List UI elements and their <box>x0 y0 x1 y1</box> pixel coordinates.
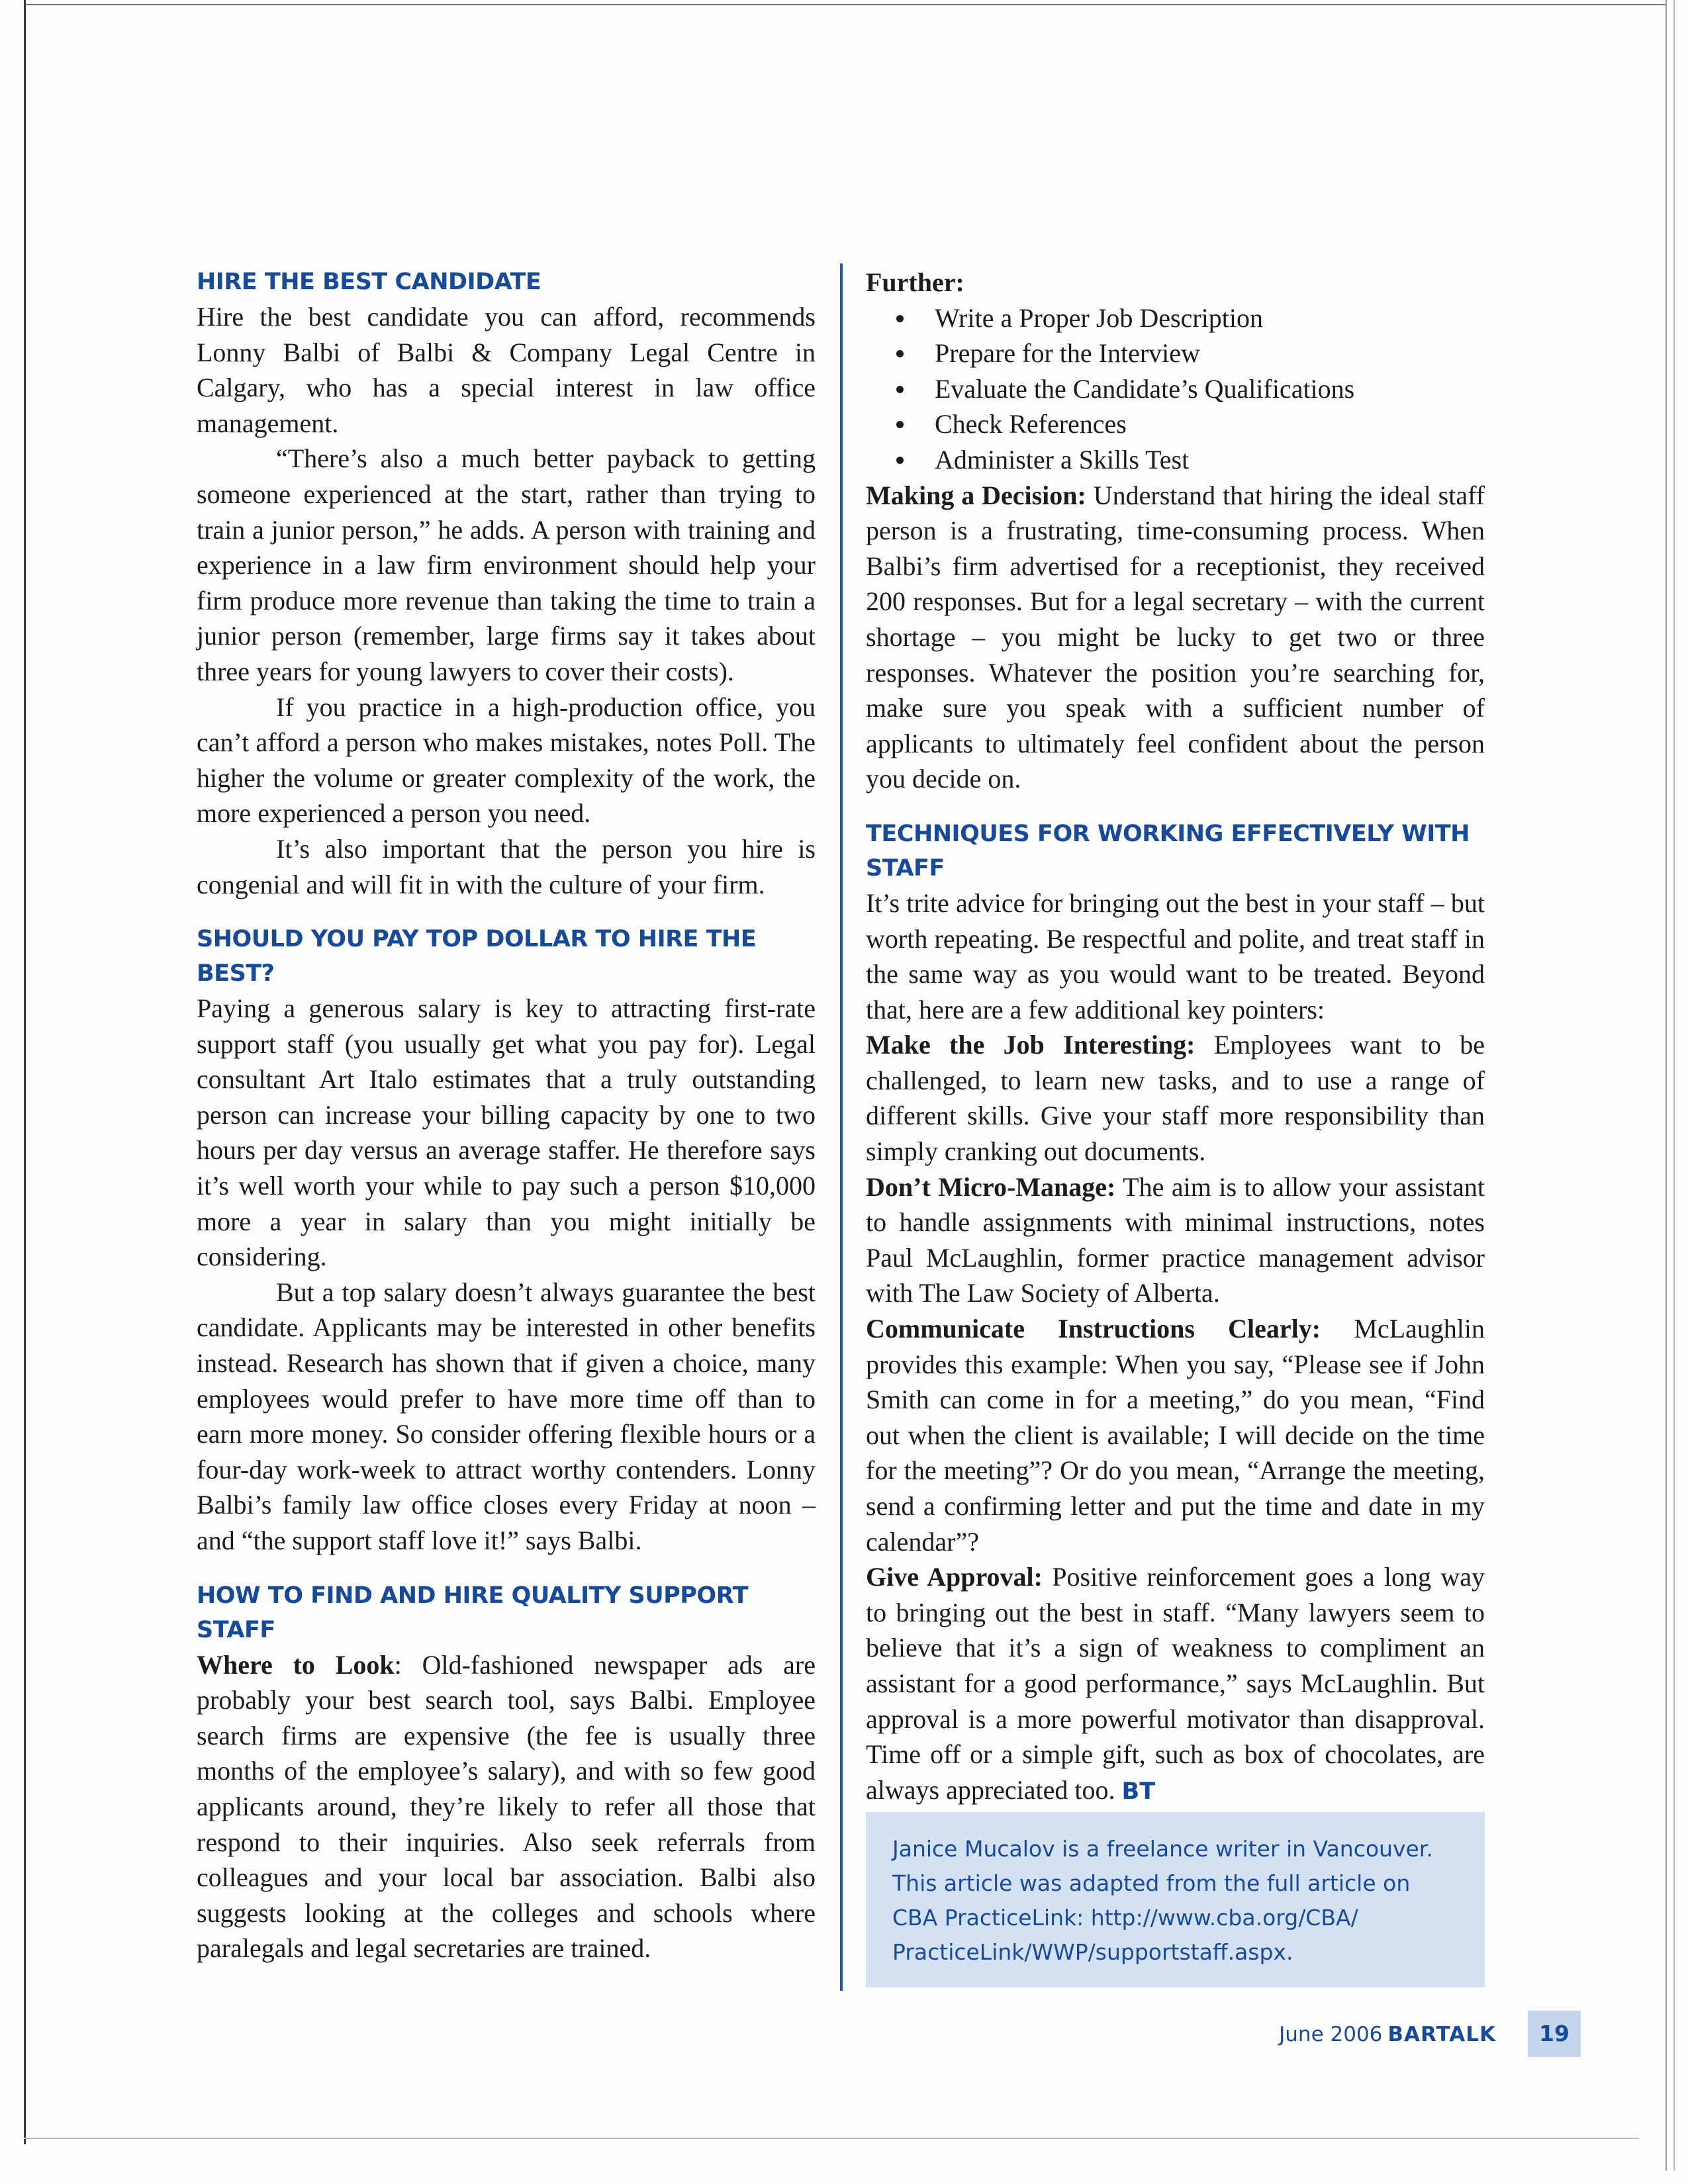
list-item: Evaluate the Candidate’s Qualifications <box>866 371 1485 407</box>
bullet-list <box>866 300 1485 478</box>
heading-techniques: TECHNIQUES FOR WORKING EFFECTIVELY WITH STAFF <box>866 820 1470 882</box>
paragraph <box>866 1559 1485 1809</box>
paragraph-body: The aim is to allow your assistant to handle assignments with minimal instructions, notes Paul McLaughlin, former practice management advisor with The Law Society of Alberta. <box>866 1171 1485 1308</box>
list-item: Prepare for the Interview <box>866 336 1485 371</box>
paragraph: But a top salary doesn’t always guarantee the best candidate. Applicants may be interested in other benefits instead. Research has shown that if given a choice, many employees would prefer to have more time off than to earn more money. So consider offering flexible hours or a four-day work-week to attract worthy contenders. Lonny Balbi’s family law office closes every Friday at noon – and “the support staff love it!” says Balbi. <box>197 1277 816 1555</box>
paragraph-body: McLaughlin provides this example: When you say, “Please see if John Smith can come in for a meeting,” do you mean, “Find out when the client is available; I will decide on the time for the meeting”? Or do you mean, “Arrange the meeting, send a confirming letter and put the time and date in my calendar”? <box>866 1314 1485 1557</box>
heading-hire-best: HIRE THE BEST CANDIDATE <box>197 269 541 295</box>
scan-edge-right <box>1665 0 1675 2171</box>
list-item: Administer a Skills Test <box>866 442 1485 478</box>
paragraph: It’s also important that the person you hire is congenial and will fit in with the culture of your firm. <box>197 833 816 899</box>
heading-find-staff: HOW TO FIND AND HIRE QUALITY SUPPORT STAFF <box>197 1582 748 1643</box>
paragraph <box>866 478 1485 797</box>
paragraph <box>866 265 1485 300</box>
run-in-lead: Where to Look <box>197 1649 395 1680</box>
scan-edge-left <box>24 0 26 2144</box>
heading-top-dollar: SHOULD YOU PAY TOP DOLLAR TO HIRE THE BEST? <box>197 926 757 987</box>
magazine-name: BARTALK <box>1387 2023 1496 2046</box>
paragraph-body: Employees want to be challenged, to learn new tasks, and to use a range of different skills. Give your staff more responsibility than simply cranking out documents. <box>866 1030 1485 1167</box>
bio-line: PracticeLink/WWP/supportstaff.aspx. <box>892 1939 1293 1965</box>
paragraph <box>866 1027 1485 1169</box>
paragraph: Paying a generous salary is key to attracting first-rate support staff (you usually get what you pay for). Legal consultant Art Italo estimates that a truly outstanding person can increase your billing capacity by one to two hours per day versus an average staffer. He therefore says it’s well worth your while to pay such a person $10,000 more a year in salary than you might initially be considering. <box>197 993 816 1272</box>
run-in-lead: Give Approval: <box>866 1562 1043 1592</box>
scan-edge-top <box>24 4 1665 5</box>
bio-line: Janice Mucalov is a freelance writer in Vancouver. <box>892 1836 1433 1862</box>
right-column <box>866 265 1485 1809</box>
run-in-lead: Communicate Instructions Clearly: <box>866 1314 1321 1344</box>
run-in-lead: Don’t Micro-Manage: <box>866 1171 1116 1202</box>
page-footer <box>1244 2020 1496 2049</box>
run-in-lead: Making a Decision: <box>866 480 1086 510</box>
run-in-lead: Further: <box>866 267 964 297</box>
run-in-lead: Make the Job Interesting: <box>866 1030 1196 1060</box>
column-divider <box>840 263 843 1991</box>
list-item: Check References <box>866 406 1485 442</box>
end-mark: BT <box>1121 1778 1156 1805</box>
bio-line: CBA PracticeLink: http://www.cba.org/CBA/ <box>892 1905 1358 1931</box>
page-number: 19 <box>1528 2011 1581 2057</box>
author-bio-box <box>866 1812 1485 1987</box>
paragraph-body: : Old-fashioned newspaper ads are probably your best search tool, says Balbi. Employee search firms are expensive (the fee is usually three months of the employee’s salary), and with so few good applicants around, they’re likely to refer all those that respond to their inquiries. Also seek referrals from colleagues and your local bar association. Balbi also suggests looking at the colleges and schools where paralegals and legal secretaries are trained. <box>197 1649 816 1964</box>
paragraph-body: Positive reinforcement goes a long way to bringing out the best in staff. “Many lawyers seem to believe that it’s a sign of weakness to compliment an assistant for a good performance,” says McLaughlin. But approval is a more powerful motivator than disapproval. Time off or a simple gift, such as box of chocolates, are always appreciated too. <box>866 1562 1485 1805</box>
paragraph-body: Understand that hiring the ideal staff person is a frustrating, time-consuming process. When Balbi’s firm advertised for a receptionist, they received 200 responses. But for a legal secretary – with the current shortage – you might be lucky to get two or three responses. Whatever the position you’re searching for, make sure you speak with a sufficient number of applicants to ultimately feel confident about the person you decide on. <box>866 480 1485 794</box>
paragraph <box>866 1311 1485 1559</box>
paragraph <box>866 1169 1485 1311</box>
paragraph: Hire the best candidate you can afford, recommends Lonny Balbi of Balbi & Company Legal Centre in Calgary, who has a special interest in law office management. <box>197 302 816 438</box>
paragraph: “There’s also a much better payback to getting someone experienced at the start, rather than trying to train a junior person,” he adds. A person with training and experience in a law firm environment should help your firm produce more revenue than taking the time to train a junior person (remember, large firms say it takes about three years for young lawyers to cover their costs). <box>197 443 816 686</box>
left-column <box>197 265 816 1966</box>
issue-date: June 2006 <box>1279 2023 1383 2046</box>
paragraph: If you practice in a high-production office, you can’t afford a person who makes mistakes, notes Poll. The higher the volume or greater complexity of the work, the more experienced a person you need. <box>197 692 816 829</box>
paragraph <box>197 1647 816 1966</box>
scan-edge-bottom <box>24 2138 1639 2139</box>
bio-line: This article was adapted from the full article on <box>892 1870 1411 1896</box>
list-item: Write a Proper Job Description <box>866 300 1485 336</box>
paragraph: It’s trite advice for bringing out the best in your staff – but worth repeating. Be respectful and polite, and treat staff in the same way as you would want to be treated. Beyond that, here are a few additional key pointers: <box>866 887 1485 1024</box>
